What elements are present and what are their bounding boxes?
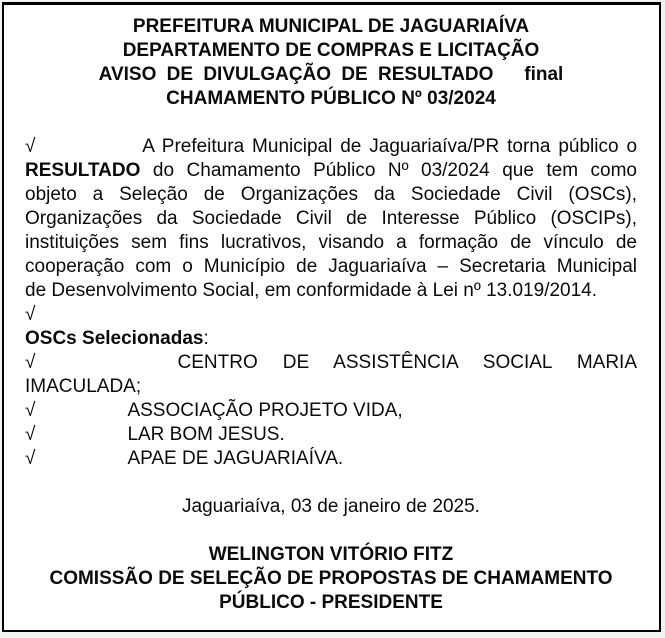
intro-line-1 [25,135,637,159]
check-bullet: √ [25,448,36,469]
oscs-heading [25,327,637,351]
blank-line [25,111,637,135]
intro-line-1-text: A Prefeitura Municipal de Jaguariaíva/PR torna público o [142,136,638,157]
intro-line-4: Organizações da Sociedade Civil de Interesse Público (OSCIPs), [25,208,637,229]
check-bullet: √ [25,304,36,325]
check-bullet: √ [25,400,36,421]
intro-line-2-text: do Chamamento Público Nº 03/2024 que tem como [152,160,638,181]
blank-line [25,471,637,495]
list-item-1-text: CENTRO DE ASSISTÊNCIA SOCIAL MARIA [177,352,638,373]
list-item-3-text: LAR BOM JESUS. [127,424,285,445]
check-bullet: √ [25,424,36,445]
oscs-heading-colon: : [203,328,209,349]
signature-block [25,543,637,615]
header-line-department: DEPARTAMENTO DE COMPRAS E LICITAÇÃO [122,40,540,61]
notice-header [25,15,637,111]
intro-line-3: objeto a Seleção de Organizações da Sociedade Civil (OSCs), [25,184,637,205]
check-line [25,303,637,327]
list-item-4-text: APAE DE JAGUARIAÍVA. [127,448,344,469]
header-line-notice-type: AVISO DE DIVULGAÇÃO DE RESULTADO final [98,64,564,85]
intro-line-7: de Desenvolvimento Social, em conformidade à Lei nº 13.019/2014. [25,280,598,301]
list-item-2 [25,399,637,423]
signature-name: WELINGTON VITÓRIO FITZ [208,544,454,565]
header-line-entity: PREFEITURA MUNICIPAL DE JAGUARIAÍVA [132,16,530,37]
list-item-1-line-1 [25,351,637,375]
check-bullet: √ [25,352,36,373]
signature-title-line-1: COMISSÃO DE SELEÇÃO DE PROPOSTAS DE CHAMAMENTO [49,568,613,589]
list-item-4 [25,447,637,471]
intro-line-5: instituições sem fins lucrativos, visando a formação de vínculo de [25,232,637,253]
intro-line-2 [25,159,637,183]
date-line: Jaguariaíva, 03 de janeiro de 2025. [182,496,480,517]
oscs-heading-text: OSCs Selecionadas [25,328,204,349]
signature-title-line-2: PÚBLICO - PRESIDENTE [219,592,443,613]
oscs-list [25,351,637,471]
list-item-1-line-2: IMACULADA; [25,376,142,397]
intro-result-emphasis: RESULTADO [25,160,141,181]
list-item-2-text: ASSOCIAÇÃO PROJETO VIDA, [127,400,403,421]
list-item-3 [25,423,637,447]
blank-line [25,519,637,543]
intro-line-6: cooperação com o Município de Jaguariaíva – Secretaria Municipal [25,256,637,277]
notice-page [2,2,661,632]
check-bullet: √ [25,136,36,157]
header-line-call-number: CHAMAMENTO PÚBLICO Nº 03/2024 [166,88,496,109]
intro-paragraph [25,135,637,303]
